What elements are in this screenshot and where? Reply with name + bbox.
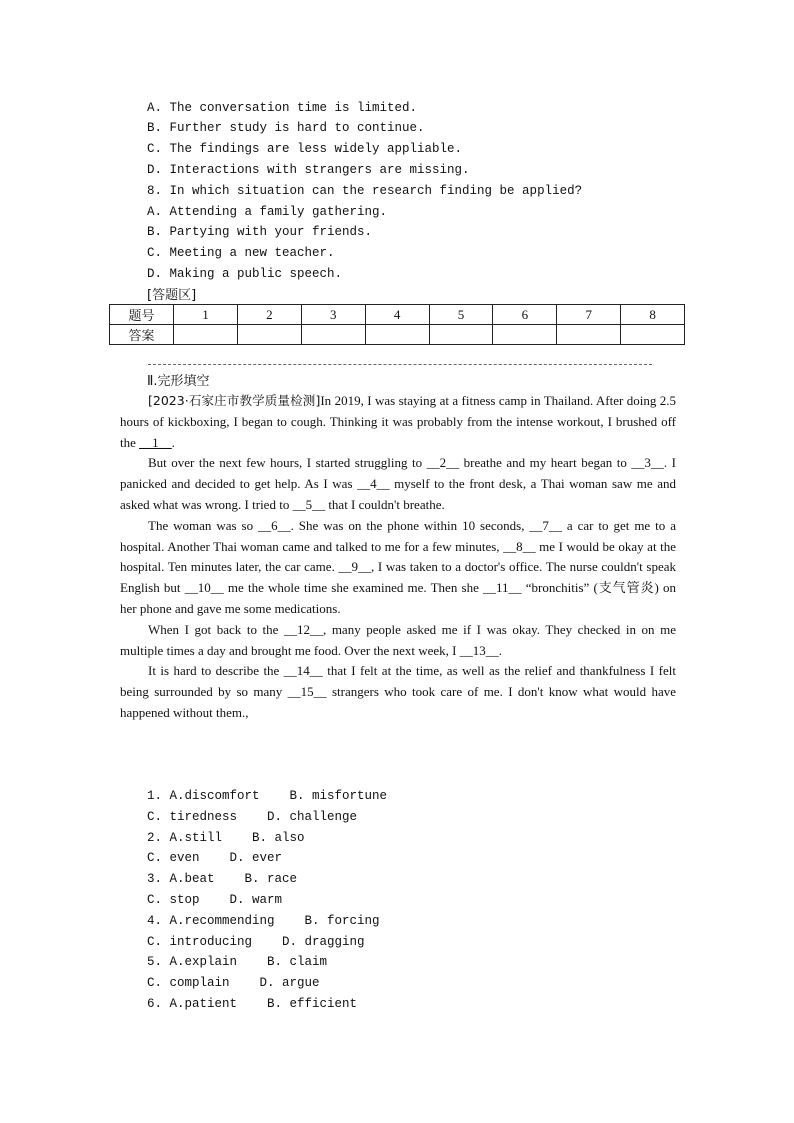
- paragraph-1: [120, 391, 676, 453]
- question-number: 4: [365, 305, 429, 325]
- q8-option-b: B. Partying with your friends.: [147, 225, 373, 239]
- section-title: Ⅱ.完形填空: [147, 374, 210, 389]
- answer-cell[interactable]: [621, 325, 685, 345]
- answer-cell[interactable]: [557, 325, 621, 345]
- paragraph-1-end: .: [171, 434, 175, 450]
- q7-option-d: D. Interactions with strangers are missing.: [147, 163, 470, 177]
- q8-question: 8. In which situation can the research finding be applied?: [147, 184, 583, 198]
- choices-list: [147, 786, 387, 1015]
- choice-line: 1. A.discomfort B. misfortune: [147, 789, 388, 803]
- answer-row-header: 答案: [110, 325, 174, 345]
- paragraph-1-text: In 2019, I was staying at a fitness camp in Thailand. After doing 2.5 hours of kickboxing, I began to cough. Thinking it was probably from the intense workout, I brushed off the: [120, 393, 677, 450]
- paragraph-5: It is hard to describe the __14__ that I felt at the time, as well as the relief and thankfulness I felt being surrounded by so many __15__ strangers who took care of me. I don't know what would have happened without them.,: [120, 663, 676, 720]
- answer-cell[interactable]: [237, 325, 301, 345]
- paragraph-3: The woman was so __6__. She was on the phone within 10 seconds, __7__ a car to get me to a hospital. Another Thai woman came and talked to me for a few minutes, __8__ me I would be okay at the hospital. Ten minutes later, the car came. __9__, I was taken to a doctor's office. The nurse couldn't speak English but __10__ me the whole time she examined me. Then she __11__ “bronchitis” (支气管炎) on her phone and gave me some medications.: [120, 517, 676, 616]
- question-number: 7: [557, 305, 621, 325]
- blank-1: __1__: [139, 434, 172, 450]
- choice-line: 5. A.explain B. claim: [147, 955, 328, 970]
- q8-option-d: D. Making a public speech.: [147, 267, 343, 281]
- question-number: 3: [301, 305, 365, 325]
- choice-line: 3. A.beat B. race: [147, 872, 298, 887]
- answer-cell[interactable]: [365, 325, 429, 345]
- section-divider: [148, 364, 652, 365]
- choice-line: 4. A.recommending B. forcing: [147, 913, 380, 928]
- answer-cell[interactable]: [301, 325, 365, 345]
- q7-option-a: A. The conversation time is limited.: [147, 101, 418, 115]
- number-row-header: 题号: [110, 305, 174, 325]
- question-number: 8: [621, 305, 685, 325]
- q8-option-c: C. Meeting a new teacher.: [147, 246, 335, 260]
- choice-line: C. tiredness D. challenge: [147, 809, 358, 824]
- answer-cell[interactable]: [493, 325, 557, 345]
- question-number: 1: [174, 305, 238, 325]
- q7-option-b: B. Further study is hard to continue.: [147, 121, 425, 135]
- paragraph-2: But over the next few hours, I started struggling to __2__ breathe and my heart began to __3__. I panicked and decided to get help. As I was __4__ myself to the front desk, a Thai woman saw me and asked what was wrong. I tried to __5__ that I couldn't breathe.: [120, 455, 676, 512]
- choice-line: C. introducing D. dragging: [147, 934, 365, 949]
- choice-line: C. stop D. warm: [147, 892, 283, 907]
- choice-line: 6. A.patient B. efficient: [147, 996, 358, 1011]
- source-tag: [2023·石家庄市教学质量检测]: [148, 393, 321, 408]
- answer-cell[interactable]: [429, 325, 493, 345]
- answer-table-answer-row: [110, 325, 685, 345]
- answer-table-number-row: [110, 305, 685, 325]
- question-number: 5: [429, 305, 493, 325]
- q7-option-c: C. The findings are less widely appliable.: [147, 142, 463, 156]
- question-number: 6: [493, 305, 557, 325]
- choice-line: 2. A.still B. also: [147, 830, 305, 845]
- answer-cell[interactable]: [174, 325, 238, 345]
- question-number: 2: [237, 305, 301, 325]
- choice-line: C. even D. ever: [147, 851, 283, 866]
- cloze-passage: [120, 391, 676, 724]
- answer-area-label: [答题区]: [147, 288, 197, 303]
- choice-line: C. complain D. argue: [147, 976, 320, 991]
- q8-option-a: A. Attending a family gathering.: [147, 205, 388, 219]
- paragraph-4: When I got back to the __12__, many people asked me if I was okay. They checked in on me multiple times a day and brought me food. Over the next week, I __13__.: [120, 621, 676, 658]
- answer-table: [109, 304, 685, 345]
